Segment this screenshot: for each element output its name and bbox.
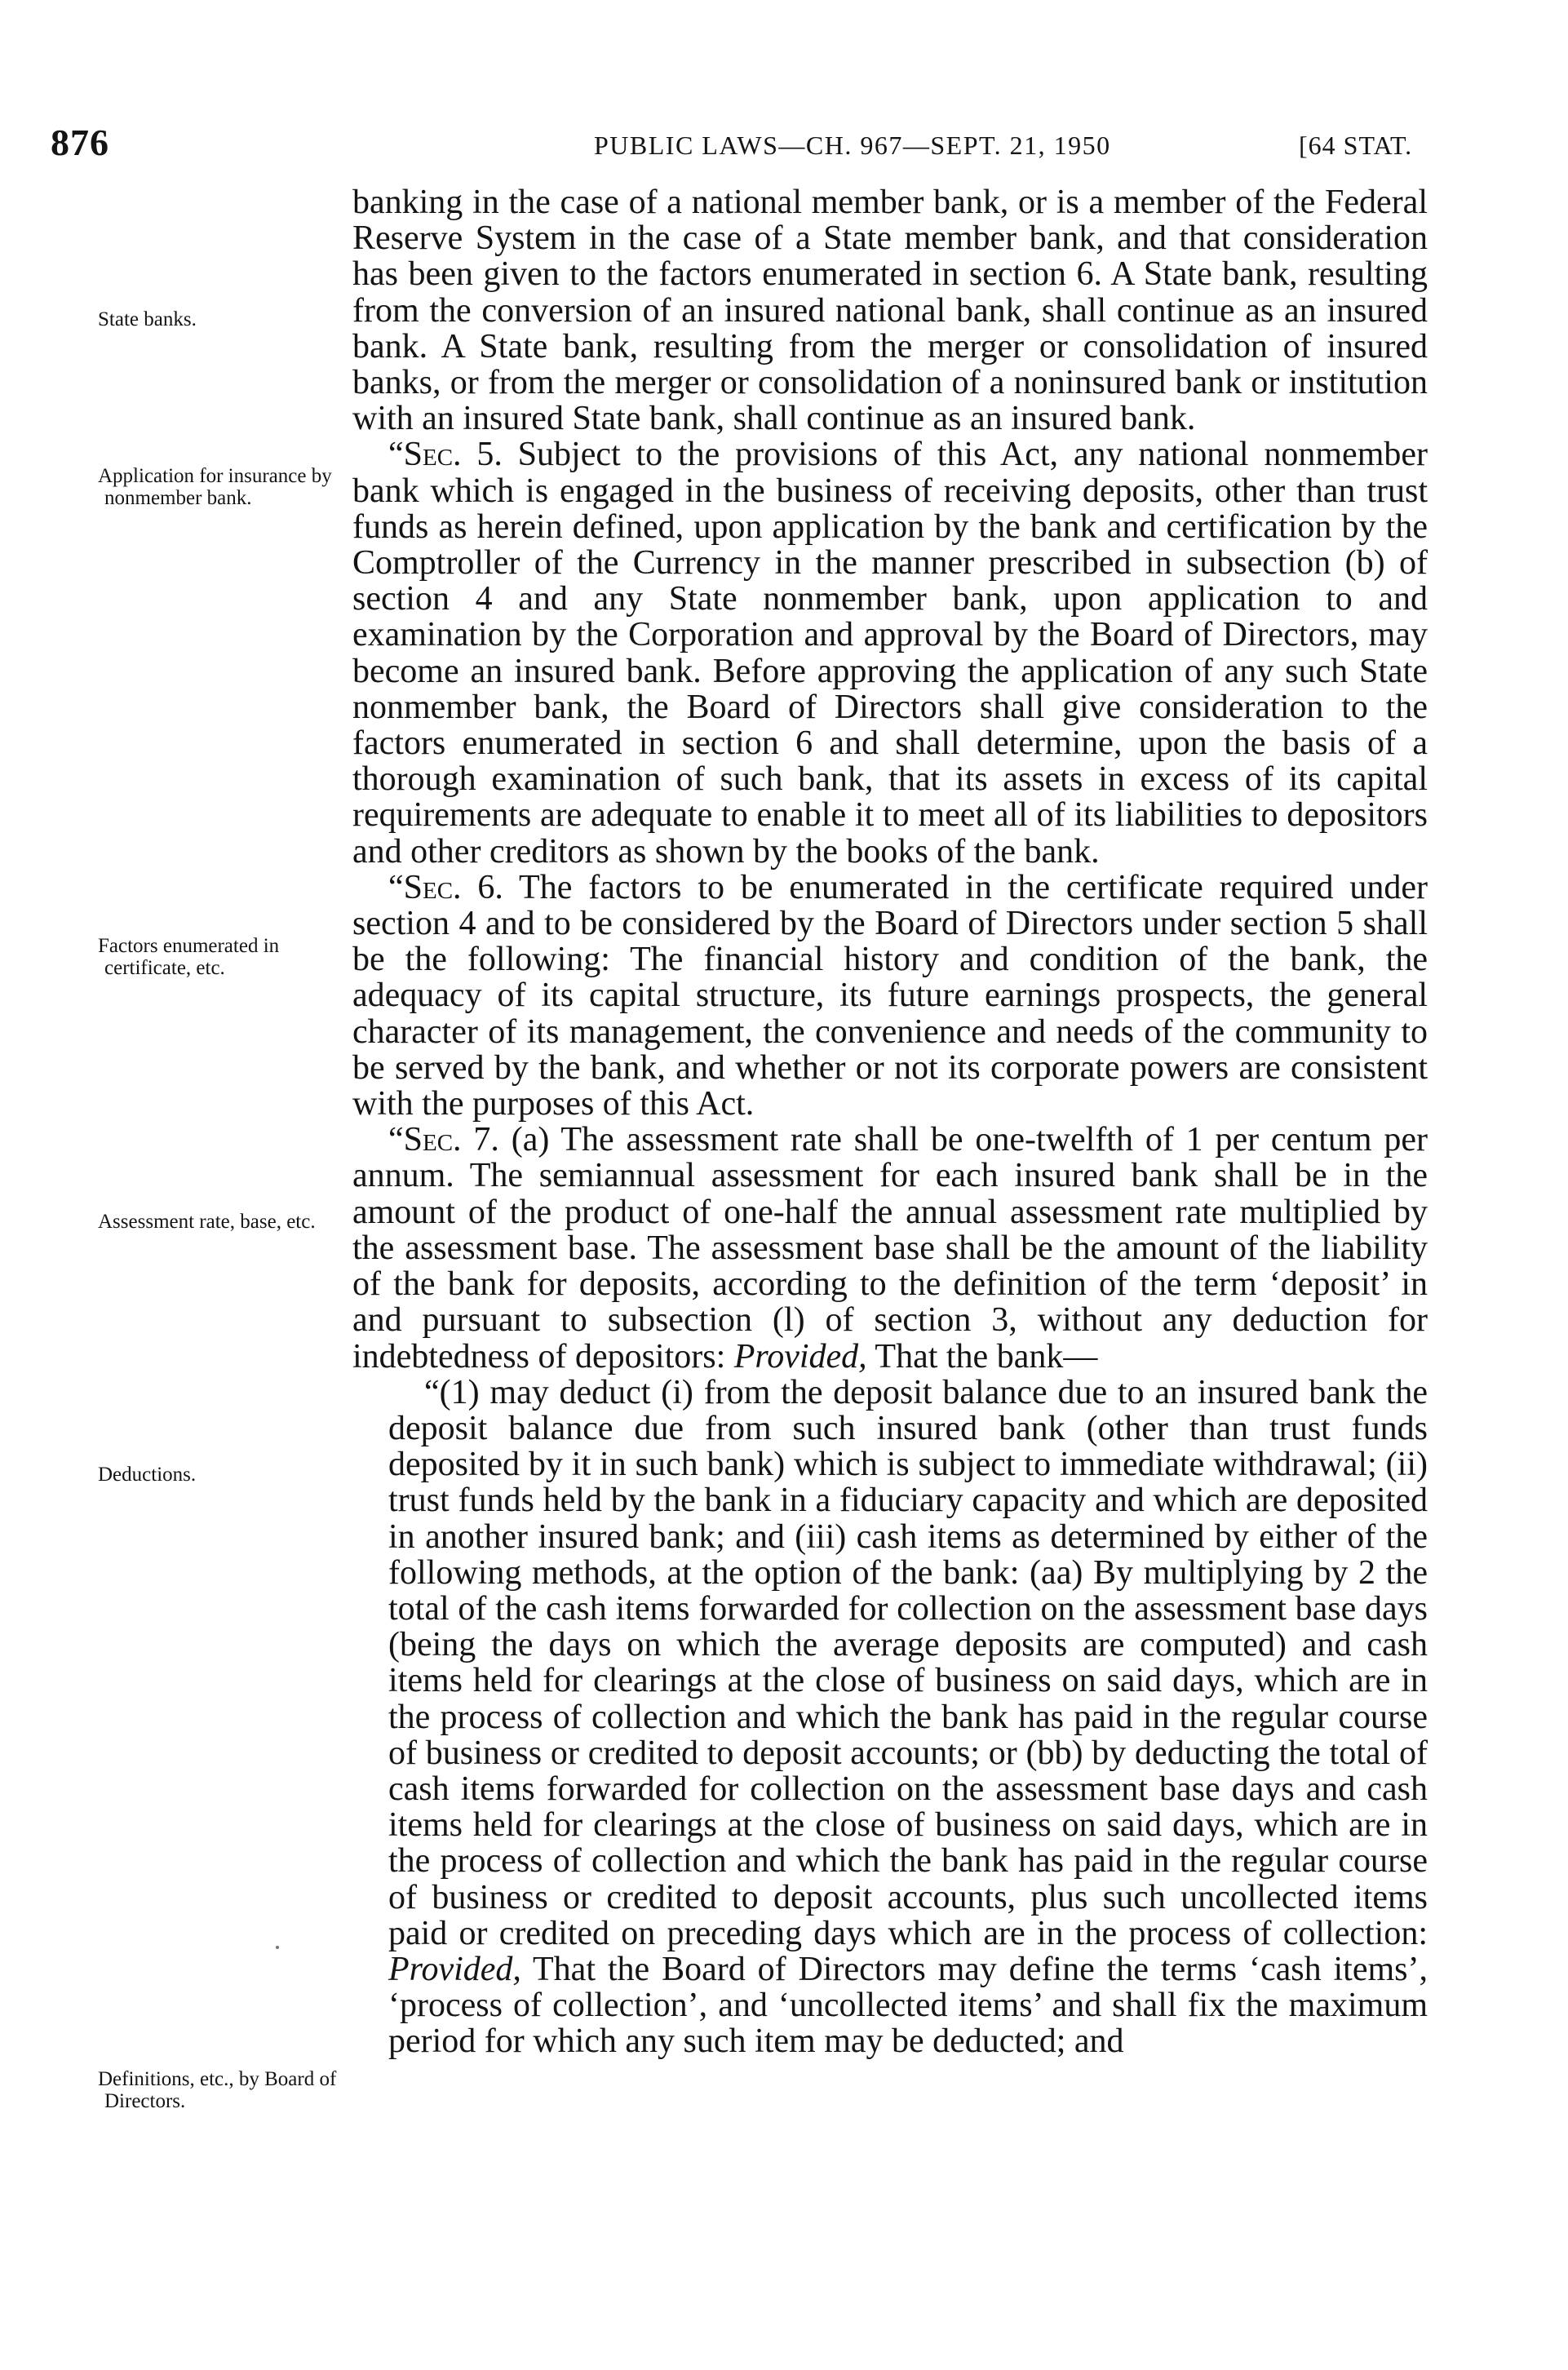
margin-note-state-banks: State banks. (98, 308, 197, 330)
section-6-paragraph (352, 870, 1428, 1122)
margin-note-application: Application for insurance by nonmember bank. (98, 465, 332, 509)
section-7-label: “Sec. 7. (388, 1121, 499, 1159)
item-1-text: “(1) may deduct (i) from the deposit balance due to an insured bank the deposit balance due from such insured bank (other than trust funds deposited by it in such bank) which is subject to immediate withdrawal; (ii) trust funds held by the bank in a fiduciary capacity and which are deposited in another insured bank; and (iii) cash items as determined by either of the following methods, at the option of the bank: (aa) By multiplying by 2 the total of the cash items forwarded for collection on the assessment base days (being the days on which the average deposits are computed) and cash items held for clearings at the close of business on said days, which are in the process of collection and which the bank has paid in the regular course of business or credited to deposit accounts; or (bb) by deducting the total of cash items forwarded for collection on the assessment base days and cash items held for clearings at the close of business on said days, which are in the process of collection and which the bank has paid in the regular course of business or credited to deposit accounts, plus such uncollected items paid or credited on preceding days which are in the process of collection: (388, 1373, 1428, 1952)
body-text (352, 184, 1428, 2060)
section-7-tail: That the bank— (866, 1337, 1098, 1375)
section-6-label: “Sec. 6. (388, 868, 503, 906)
statute-reference: [64 STAT. (1299, 131, 1413, 160)
running-head: PUBLIC LAWS—CH. 967—SEPT. 21, 1950 (594, 131, 1111, 160)
section-7-text: (a) The assessment rate shall be one-twelfth of 1 per centum per annum. The semiannual assessment for each insured bank shall be in the amount of the product of one-half the annual assessment rate multiplied by the assessment base. The assessment base shall be the amount of the liability of the bank for deposits, according to the definition of the term ‘deposit’ in and pursuant to subsection (l) of section 3, without any deduction for indebtedness of depositors: (352, 1121, 1428, 1375)
section-5-paragraph (352, 436, 1428, 869)
section-5-text: Subject to the provisions of this Act, any national nonmember bank which is engaged in the business of receiving deposits, other than trust funds as herein defined, upon application by the bank and certification by the Comptroller of the Currency in the manner prescribed in subsection (b) of section 4 and any State nonmember bank, upon application to and examination by the Corporation and approval by the Board of Directors, may become an insured bank. Before approving the application of any such State nonmember bank, the Board of Directors shall give consideration to the factors enumerated in section 6 and shall determine, upon the basis of a thorough examination of such bank, that its assets in excess of its capital requirements are adequate to enable it to meet all of its liabilities to depositors and other creditors as shown by the books of the bank. (352, 436, 1428, 870)
margin-note-factors: Factors enumerated in certificate, etc. (98, 935, 280, 979)
section-7-provided: Provided, (733, 1337, 867, 1375)
page-number: 876 (51, 122, 109, 163)
margin-note-deductions: Deductions. (98, 1464, 197, 1486)
section-7-paragraph (352, 1122, 1428, 1374)
margin-note-assessment: Assessment rate, base, etc. (98, 1211, 316, 1233)
item-1-tail: That the Board of Directors may define the terms ‘cash items’, ‘process of collection’, and ‘uncollected items’ and shall fix the maximum period for which any such item may be deducted; and (388, 1950, 1428, 2061)
paragraph-continuation: banking in the case of a national member bank, or is a member of the Federal Reserve System in the case of a State member bank, and that consideration has been given to the factors enumerated in section 6. A State bank, resulting from the conversion of an insured national bank, shall continue as an insured bank. A State bank, resulting from the merger or consolidation of insured banks, or from the merger or consolidation of a noninsured bank or institution with an insured State bank, shall continue as an insured bank. (352, 184, 1428, 438)
margin-speck (276, 1946, 279, 1949)
margin-note-definitions: Definitions, etc., by Board of Directors. (98, 2068, 337, 2112)
section-5-label: “Sec. 5. (388, 436, 503, 474)
section-6-text: The factors to be enumerated in the certificate required under section 4 and to be considered by the Board of Directors under section 5 shall be the following: The financial history and condition of the bank, the adequacy of its capital structure, its future earnings prospects, the general character of its management, the convenience and needs of the community to be served by the bank, and whether or not its corporate powers are consistent with the purposes of this Act. (352, 868, 1428, 1123)
item-1-provided: Provided, (388, 1950, 521, 1988)
page-header (51, 121, 1429, 178)
item-1-paragraph (388, 1375, 1428, 2060)
